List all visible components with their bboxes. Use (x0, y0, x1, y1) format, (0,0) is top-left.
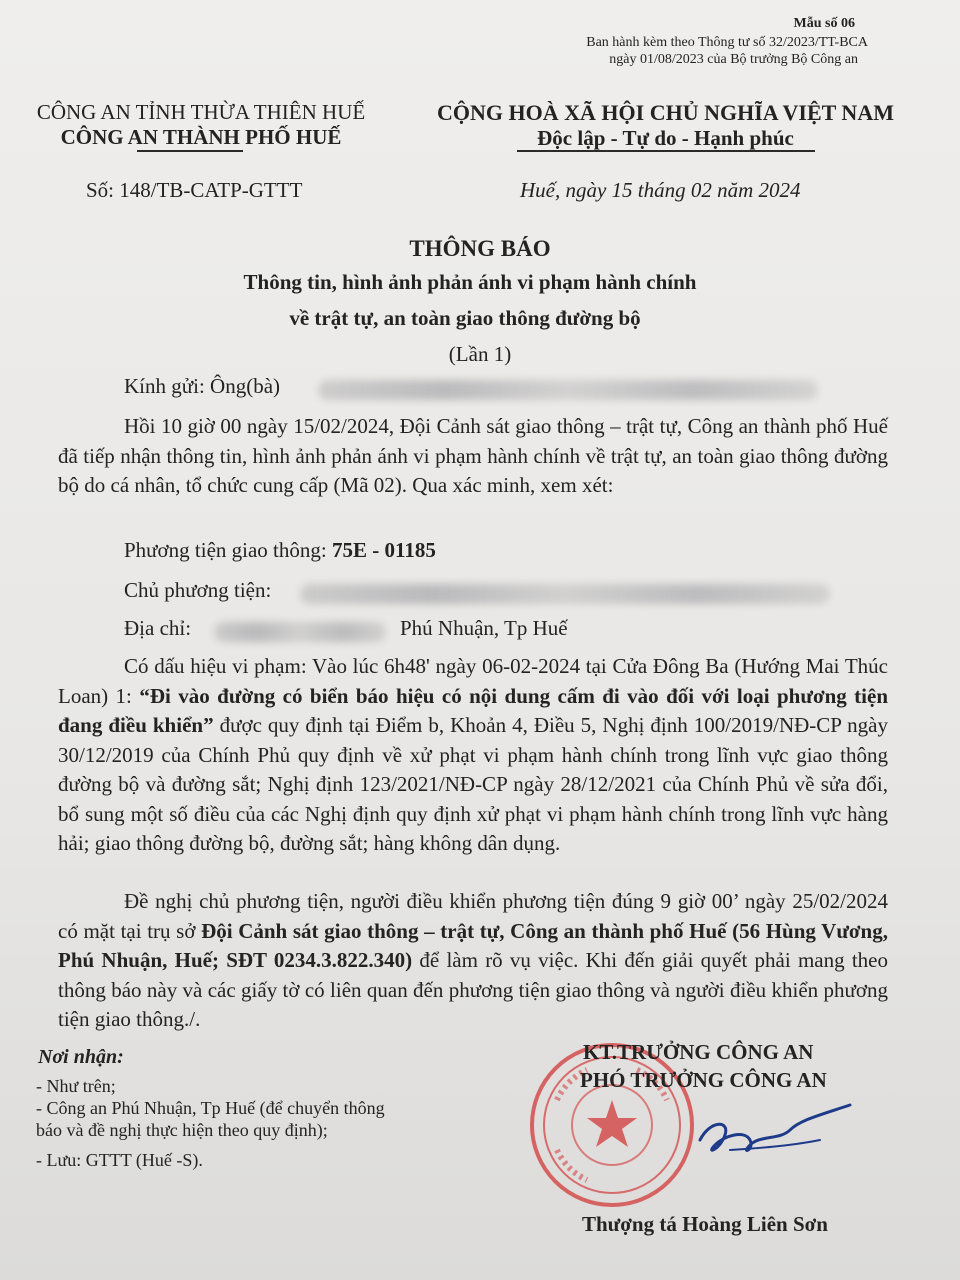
signer-name: Thượng tá Hoàng Liên Sơn (582, 1212, 828, 1236)
recipients-item: - Như trên; (36, 1076, 116, 1096)
request-suffix: để làm rõ vụ việc. Khi đến giải quyết phải mang theo thông báo này và các giấy tờ có liên quan đến phương tiện giao thông và người điều khiển phương tiện giao thông./. (58, 948, 889, 1031)
handwritten-signature (690, 1100, 860, 1170)
intro-text: Hồi 10 giờ 00 ngày 15/02/2024, Đội Cảnh sát giao thông – trật tự, Công an thành phố Huế đã tiếp nhận thông tin, hình ảnh phản ánh vi phạm hành chính về trật tự, an toàn giao thông đường bộ do cá nhân, tổ chức cung cấp (Mã 02). Qua xác minh, xem xét: (58, 414, 888, 497)
request-location: Đội Cảnh sát giao thông – trật tự, Công an thành phố Huế (56 Hùng Vương, Phú Nhuận, Huế; SĐT 0234.3.822.340) (58, 918, 888, 972)
request-prefix: Đề nghị chủ phương tiện, người điều khiển phương tiện đúng 9 giờ 00’ ngày 25/02/2024 có mặt tại trụ sở (58, 889, 888, 943)
notice-subtitle-2: về trật tự, an toàn giao thông đường bộ (289, 306, 641, 330)
recipients-item: báo và đề nghị thực hiện theo quy định); (36, 1120, 328, 1140)
notice-subtitle-1: Thông tin, hình ảnh phản ánh vi phạm hành chính (243, 270, 697, 294)
violation-description: “Đi vào đường có biển báo hiệu có nội dung cấm đi vào đối với loại phương tiện đang điều khiển” (58, 683, 888, 737)
violation-legal-basis: được quy định tại Điểm b, Khoản 4, Điều 5, Nghị định 100/2019/NĐ-CP ngày 30/12/2019 của Chính Phủ quy định về xử phạt vi phạm hành chính trong lĩnh vực giao thông đường bộ và đường sắt; Nghị định 123/2021/NĐ-CP ngày 28/12/2021 của Chính Phủ về sửa đổi, bổ sung một số điều của các Nghị định quy định xử phạt vi phạm hành chính trong lĩnh vực hàng hải; giao thông đường bộ, đường sắt; hàng không dân dụng. (58, 713, 888, 855)
document-number: Số: 148/TB-CATP-GTTT (86, 178, 303, 202)
signer-title-2: PHÓ TRƯỞNG CÔNG AN (580, 1068, 827, 1092)
redacted-address (214, 622, 386, 642)
vehicle-plate: 75E - 01185 (331, 538, 436, 562)
national-motto: Độc lập - Tự do - Hạnh phúc (537, 126, 794, 150)
intro-paragraph (58, 412, 888, 501)
notice-round: (Lần 1) (448, 342, 512, 366)
form-issued-line1: Ban hành kèm theo Thông tư số 32/2023/TT-BCA (586, 35, 868, 50)
agency-name: CÔNG AN THÀNH PHỐ HUẾ (60, 125, 342, 149)
redacted-recipient-name (318, 380, 818, 400)
recipients-item: - Công an Phú Nhuận, Tp Huế (để chuyển thông (36, 1098, 385, 1118)
redacted-owner-name (300, 584, 830, 604)
official-seal-stamp (527, 1040, 697, 1210)
signer-title-1: KT.TRƯỞNG CÔNG AN (583, 1040, 814, 1064)
violation-prefix: Có dấu hiệu vi phạm: Vào lúc 6h48' ngày 06-02-2024 tại Cửa Đông Ba (Hướng Mai Thúc Loan) 1: (58, 654, 888, 708)
recipient-label: Kính gửi: Ông(bà) (124, 374, 281, 398)
form-issued-line2: ngày 01/08/2023 của Bộ trưởng Bộ Công an (609, 52, 858, 67)
agency-underline (137, 150, 243, 152)
document-date: Huế, ngày 15 tháng 02 năm 2024 (520, 178, 801, 202)
notice-title: THÔNG BÁO (409, 236, 551, 261)
form-number: Mẫu số 06 (793, 16, 855, 31)
request-paragraph (58, 887, 888, 1035)
motto-underline (517, 150, 815, 152)
violation-paragraph (58, 652, 888, 859)
vehicle-label: Phương tiện giao thông: (124, 538, 332, 562)
national-title: CỘNG HOÀ XÃ HỘI CHỦ NGHĨA VIỆT NAM (437, 100, 894, 125)
address-label: Địa chỉ: (124, 616, 192, 640)
recipients-item: - Lưu: GTTT (Huế -S). (36, 1150, 203, 1170)
agency-parent: CÔNG AN TỈNH THỪA THIÊN HUẾ (36, 100, 366, 124)
address-value: Phú Nhuận, Tp Huế (400, 616, 568, 640)
recipients-title: Nơi nhận: (38, 1046, 124, 1068)
vehicle-field (124, 538, 436, 563)
owner-label: Chủ phương tiện: (124, 578, 272, 602)
